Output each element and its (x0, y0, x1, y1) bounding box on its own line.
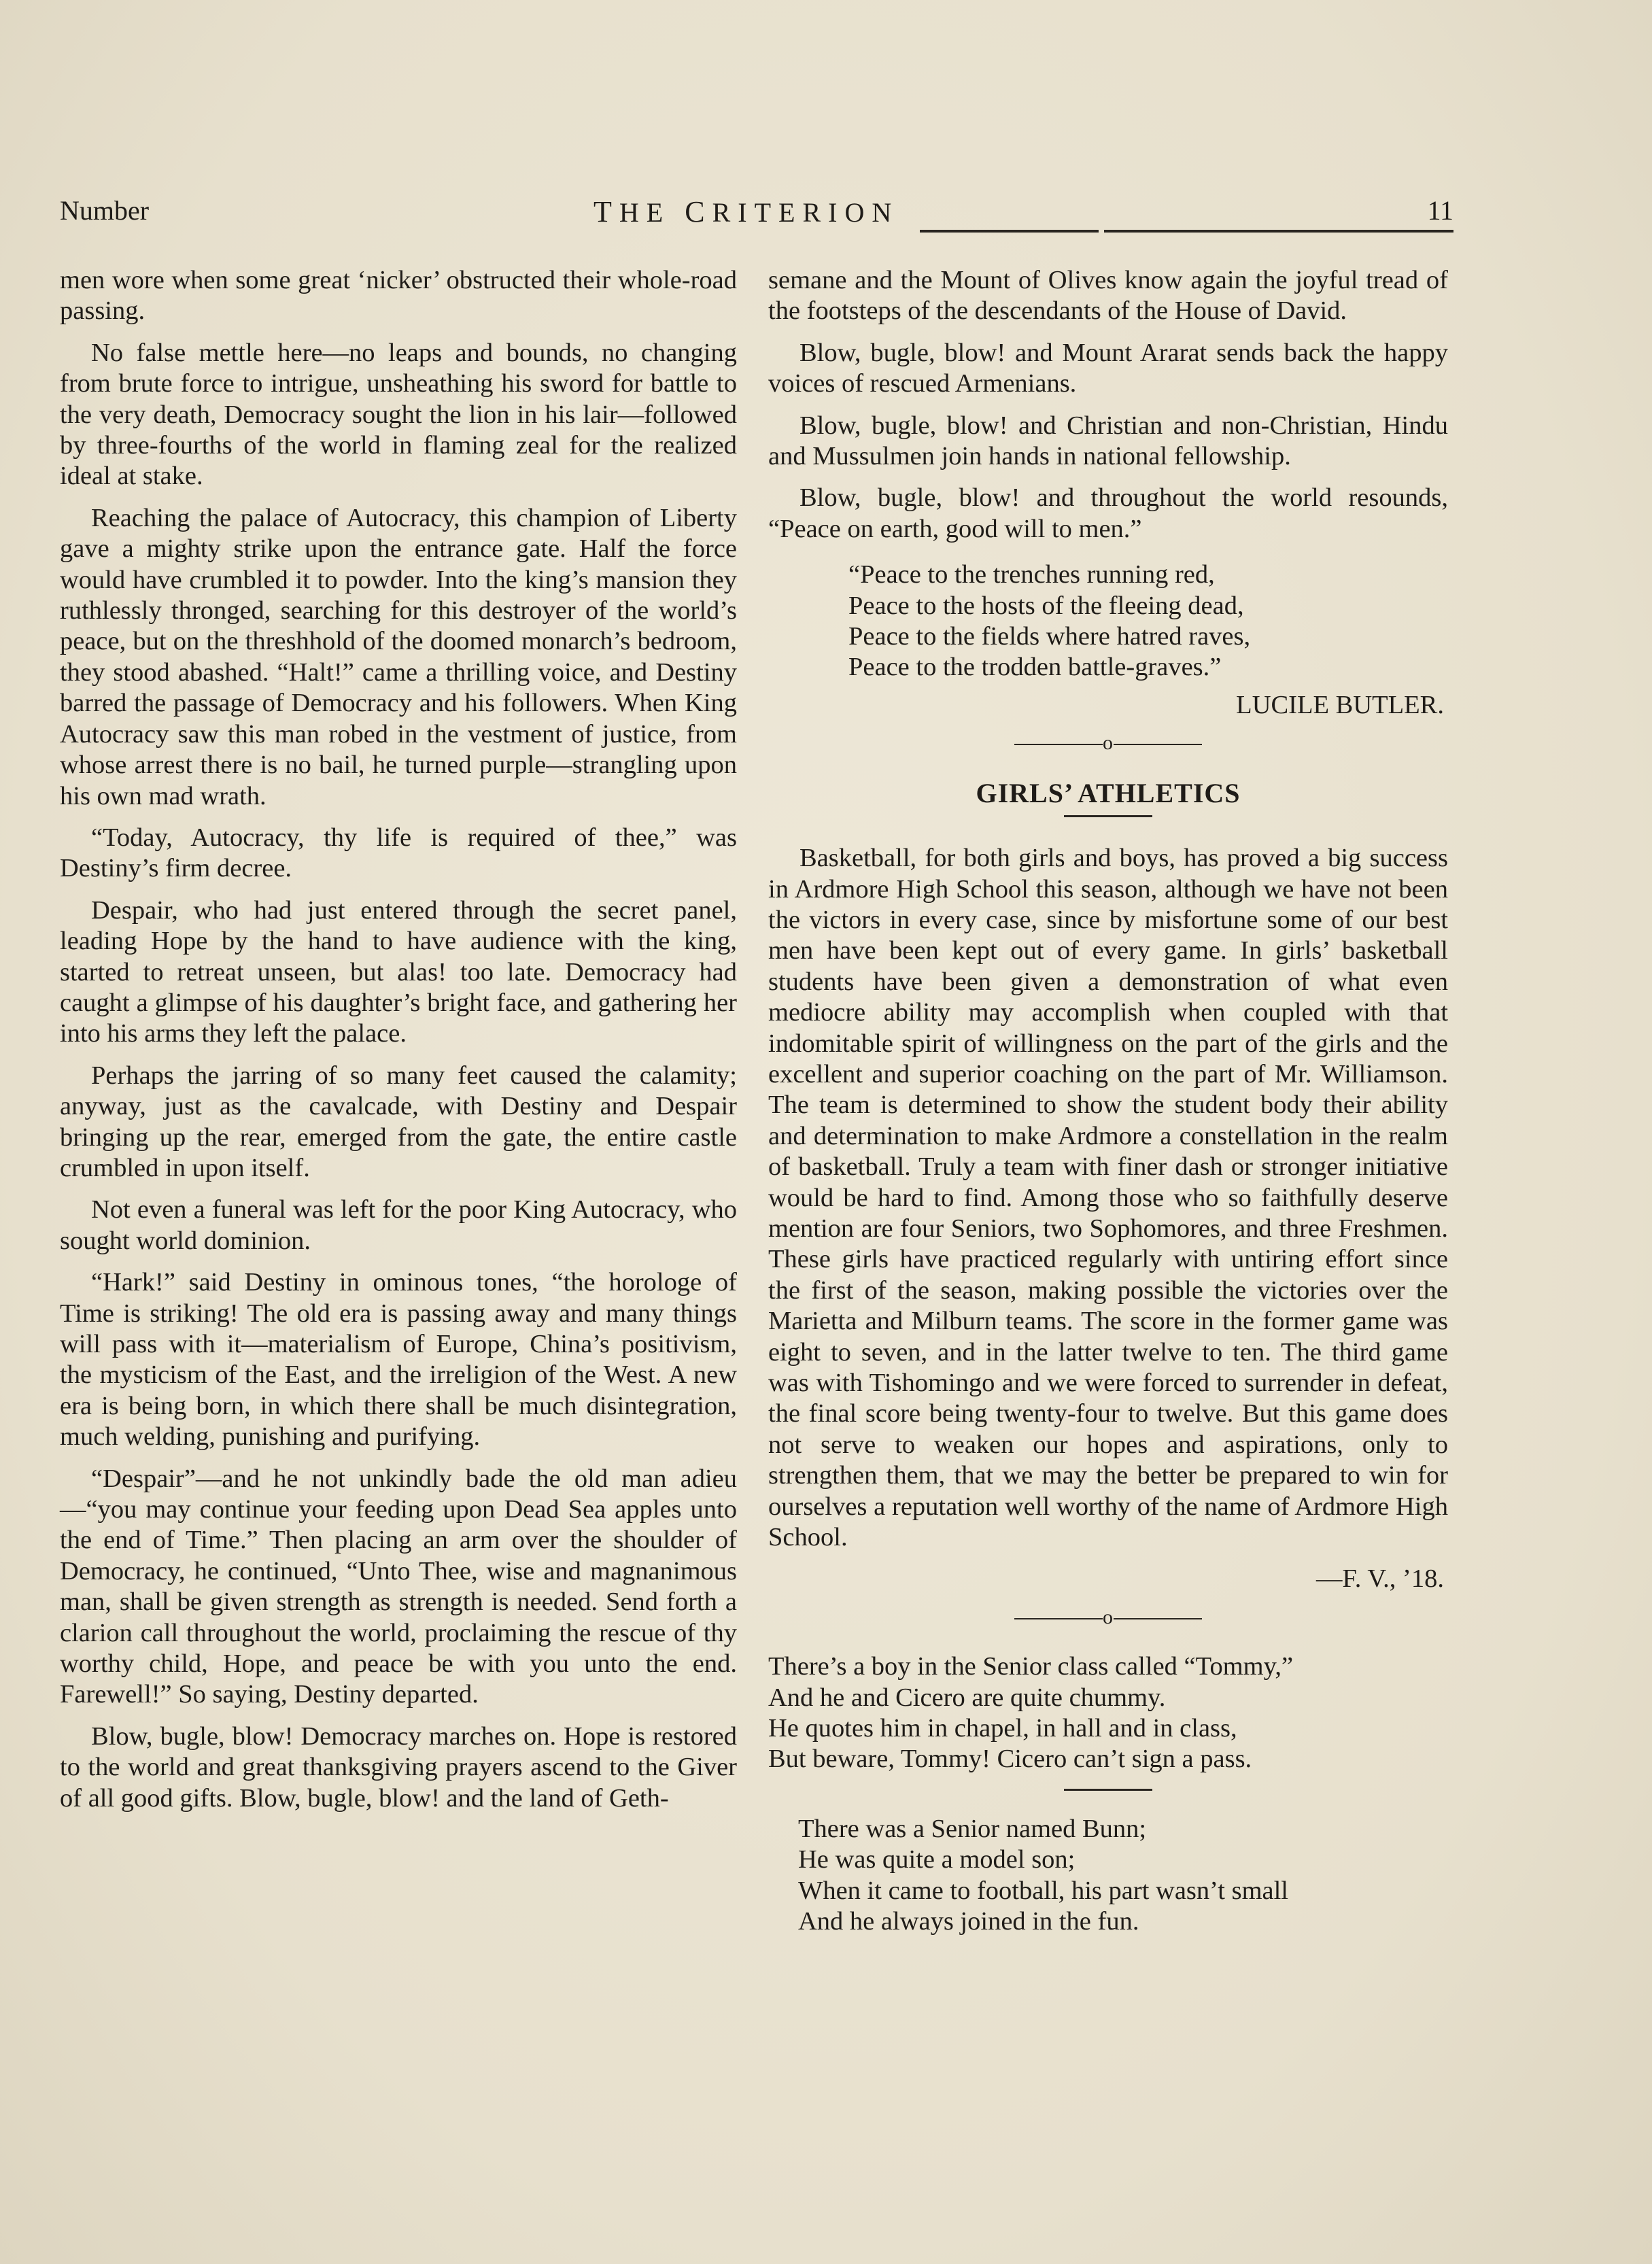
poem-signature: LUCILE BUTLER. (1236, 690, 1444, 719)
publication-title (593, 194, 899, 229)
limerick-divider (1064, 1789, 1152, 1791)
limerick-line: But beware, Tommy! Cicero can’t sign a pass. (768, 1745, 1252, 1774)
title-underline (1064, 815, 1152, 817)
title-rest-2: RITERION (712, 197, 899, 228)
paragraph: Despair, who had just entered through the secret panel, leading Hope by the hand to have audience with the king, started to retreat unseen, but alas! too late. Democracy had caught a glimpse of his daughter’s bright face, and gathering her into his arms they left the palace. (60, 895, 737, 1048)
paragraph: “Today, Autocracy, thy life is required of thee,” was Destiny’s firm decree. (60, 823, 737, 883)
poem-line: “Peace to the trenches running red, (848, 560, 1215, 589)
limerick-bunn (768, 1814, 1448, 1938)
paragraph: No false mettle here—no leaps and bounds, no changing from brute force to intrigue, unsheathing his sword for battle to the very death, Democracy sought the lion in his lair—followed by three-fourths of the world in flaming zeal for the realized ideal at stake. (60, 338, 737, 491)
poem-line: Peace to the fields where hatred raves, (848, 622, 1251, 651)
header-rule-left (920, 230, 1099, 233)
poem-stanza (768, 560, 1448, 683)
title-initial-t: T (593, 195, 619, 228)
paragraph: “Hark!” said Destiny in ominous tones, “the horologe of Time is striking! The old era is passing away and many things will pass with it—materialism of Europe, China’s positivism, the mysticism of the East, and the irreligion of the West. A new era is being born, in which there shall be much disintegration, much welding, punishing and purifying. (60, 1268, 737, 1452)
running-header (60, 190, 1453, 231)
paragraph: semane and the Mount of Olives know again the joyful tread of the footsteps of the descendants of the House of David. (768, 266, 1448, 326)
paragraph: Perhaps the jarring of so many feet caused the calamity; anyway, just as the cavalcade, with Destiny and Despair bringing up the rear, emerged from the gate, the entire castle crumbled in upon itself. (60, 1061, 737, 1182)
page-number: 11 (1427, 195, 1453, 226)
paragraph: Blow, bugle, blow! and Mount Ararat sends back the happy voices of rescued Armenians. (768, 338, 1448, 398)
poem-line: Peace to the trodden battle-graves.” (848, 653, 1222, 682)
paragraph: Blow, bugle, blow! Democracy marches on. Hope is restored to the world and great thanksgiving prayers ascend to the Giver of all good gifts. Blow, bugle, blow! and the land of Geth- (60, 1721, 737, 1813)
separator-dash (1014, 1618, 1103, 1619)
paragraph: Not even a funeral was left for the poor King Autocracy, who sought world dominion. (60, 1195, 737, 1255)
limerick-line: He quotes him in chapel, in hall and in class, (768, 1714, 1237, 1743)
section-separator (768, 1602, 1448, 1632)
paragraph: Blow, bugle, blow! and throughout the world resounds, “Peace on earth, good will to men.” (768, 483, 1448, 543)
limerick-line: When it came to football, his part wasn’t small (798, 1876, 1288, 1905)
separator-dash (1114, 1618, 1202, 1619)
limerick-line: And he and Cicero are quite chummy. (768, 1683, 1166, 1712)
limerick-line: There’s a boy in the Senior class called “Tommy,” (768, 1652, 1294, 1681)
section-separator (768, 727, 1448, 758)
limerick-line: And he always joined in the fun. (798, 1907, 1139, 1936)
article-title: GIRLS’ ATHLETICS (976, 777, 1241, 808)
limerick-line: There was a Senior named Bunn; (798, 1814, 1147, 1843)
left-column (60, 265, 737, 1825)
poem-line: Peace to the hosts of the fleeing dead, (848, 591, 1244, 620)
limerick-tommy (768, 1651, 1448, 1775)
separator-dash (1114, 744, 1202, 745)
title-initial-c: C (685, 195, 712, 228)
header-number-label: Number (60, 195, 150, 226)
paragraph: Blow, bugle, blow! and Christian and non-Christian, Hindu and Mussulmen join hands in national fellowship. (768, 411, 1448, 471)
title-rest-1: HE (619, 197, 685, 228)
article-signature: —F. V., ’18. (1315, 1564, 1444, 1594)
article-body: Basketball, for both girls and boys, has proved a big success in Ardmore High School this season, although we have not been the victors in every case, since by misfortune some of our best men have been kept out of every game. In girls’ basketball students have been given a demonstration of what even mediocre ability may accomplish when coupled with that indomitable spirit of willingness on the part of the girls and the excellent and superior coaching on the part of Mr. Williamson. The team is determined to show the student body their ability and determination to make Ardmore a constellation in the realm of basketball. Truly a team with finer dash or stronger initiative would be hard to find. Among those who so faithfully deserve mention are four Seniors, two Sophomores, and three Freshmen. These girls have practiced regularly with untiring effort since the first of the season, making possible the victories over the Marietta and Milburn teams. The score in the former game was eight to seven, and in the latter twelve to ten. The third game was with Tishomingo and we were forced to surrender in defeat, the final score being twenty-four to twelve. But this game does not serve to weaken our hopes and aspirations, only to strengthen them, that we may the better be prepared to win for ourselves a reputation well worthy of the name of Ardmore High School. (768, 844, 1448, 1552)
right-column (768, 265, 1448, 1944)
separator-dash (1014, 744, 1103, 745)
paragraph: “Despair”—and he not unkindly bade the old man adieu—“you may continue your feeding upon Dead Sea apples unto the end of Time.” Then placing an arm over the shoulder of Democracy, he continued, “Unto Thee, wise and magnanimous man, shall be given strength as strength is needed. Send forth a clarion call throughout the world, proclaiming the rescue of thy worthy child, Hope, and peace be with you unto the end. Farewell!” So saying, Destiny departed. (60, 1464, 737, 1709)
limerick-line: He was quite a model son; (798, 1845, 1075, 1874)
paragraph: men wore when some great ‘nicker’ obstructed their whole-road passing. (60, 266, 737, 326)
paragraph: Reaching the palace of Autocracy, this champion of Liberty gave a mighty strike upon the entrance gate. Half the force would have crumbled it to powder. Into the king’s mansion they ruthlessly thronged, searching for this destroyer of the world’s peace, but on the threshhold of the doomed monarch’s bedroom, they stood abashed. “Halt!” came a thrilling voice, and Destiny barred the passage of Democracy and his followers. When King Autocracy saw this man robed in the vestment of justice, from whose arrest there is no bail, he turned purple—strangling upon his own mad wrath. (60, 503, 737, 810)
separator-mark: o (1103, 1605, 1114, 1628)
header-rule-right (1104, 230, 1453, 233)
separator-mark: o (1103, 732, 1114, 755)
